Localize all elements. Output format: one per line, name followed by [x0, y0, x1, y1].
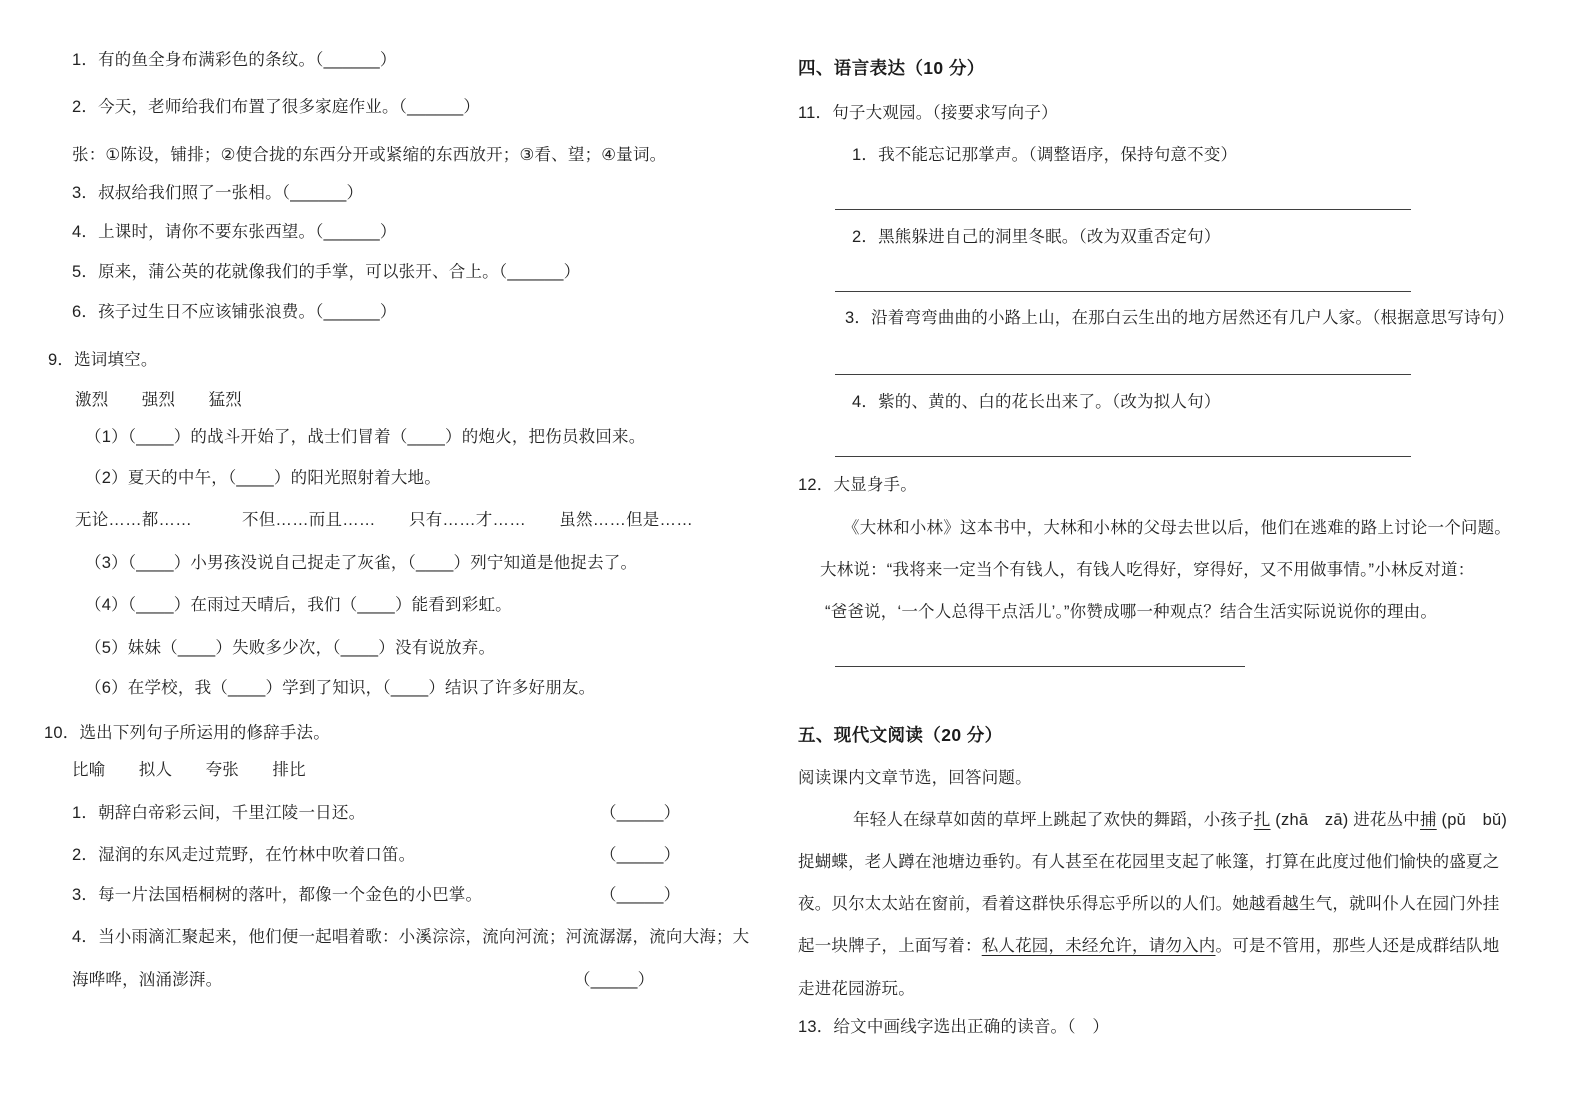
text-segment: (zhā zā) 进花丛中	[1270, 811, 1421, 829]
q10-item-3-text: 3．每一片法国梧桐树的落叶，都像一个金色的小巴掌。	[72, 886, 483, 904]
q11-item-3: 3．沿着弯弯曲曲的小路上山，在那白云生出的地方居然还有几户人家。（根据意思写诗句）	[845, 309, 1515, 327]
q10-word-bank: 比喻 拟人 夸张 排比	[72, 761, 306, 779]
answer-line-4	[835, 456, 1411, 457]
question-item-6: 6．孩子过生日不应该铺张浪费。（______）	[72, 303, 397, 321]
question-item-1: 1．有的鱼全身布满彩色的条纹。（______）	[72, 51, 397, 69]
q10-item-2	[72, 843, 772, 867]
q9-word-bank-1: 激烈 强烈 猛烈	[75, 391, 242, 409]
q11-title: 11．句子大观园。（接要求写向子）	[798, 104, 1058, 122]
answer-line-3	[835, 374, 1411, 375]
question-item-5: 5．原来，蒲公英的花就像我们的手掌，可以张开、合上。（______）	[72, 263, 581, 281]
q11-item-2: 2．黑熊躲进自己的洞里冬眠。（改为双重否定句）	[852, 228, 1221, 246]
q9-word-bank-2: 无论……都…… 不但……而且…… 只有……才…… 虽然……但是……	[75, 511, 693, 529]
q12-title: 12．大显身手。	[798, 476, 917, 494]
q9-item-3: （3）（____）小男孩没说自己捉走了灰雀，（____）列宁知道是他捉去了。	[85, 554, 638, 572]
question-item-2: 2．今天，老师给我们布置了很多家庭作业。（______）	[72, 98, 481, 116]
section-4-heading: 四、语言表达（10 分）	[798, 58, 985, 78]
q11-item-1: 1．我不能忘记那掌声。（调整语序，保持句意不变）	[852, 146, 1238, 164]
answer-line-2	[835, 291, 1411, 292]
q10-item-1	[72, 801, 772, 825]
text-segment: (pǔ bǔ)	[1436, 811, 1508, 829]
passage-line-1	[853, 808, 1507, 832]
q12-paragraph-line-1: 《大林和小林》这本书中，大林和小林的父母去世以后，他们在逃难的路上讨论一个问题。	[843, 519, 1511, 537]
q10-item-4-blank: （_____）	[574, 971, 655, 989]
q9-item-6: （6）在学校，我（____）学到了知识，（____）结识了许多好朋友。	[85, 679, 596, 697]
question-item-4: 4．上课时，请你不要东张西望。（______）	[72, 223, 397, 241]
answer-line-5	[835, 666, 1245, 667]
reading-instruction: 阅读课内文章节选，回答问题。	[798, 769, 1032, 787]
passage-line-4	[798, 934, 1499, 958]
q10-item-1-text: 1．朝辞白帝彩云间，千里江陵一日还。	[72, 804, 366, 822]
q10-item-3-blank: （_____）	[600, 886, 681, 904]
q10-item-4-line-2	[72, 968, 772, 992]
text-segment: 年轻人在绿草如茵的草坪上跳起了欢快的舞蹈，小孩子	[853, 811, 1254, 829]
passage-line-3: 夜。贝尔太太站在窗前，看着这群快乐得忘乎所以的人们。她越看越生气，就叫仆人在园门外挂	[798, 895, 1500, 913]
q9-item-4: （4）（____）在雨过天晴后，我们（____）能看到彩虹。	[85, 596, 512, 614]
q11-item-4: 4．紫的、黄的、白的花长出来了。（改为拟人句）	[852, 393, 1221, 411]
q10-title: 10．选出下列句子所运用的修辞手法。	[44, 724, 330, 742]
text-segment: 起一块牌子，上面写着：	[798, 937, 982, 955]
zhang-definition: 张：①陈设，铺排；②使合拢的东西分开或紧缩的东西放开；③看、望；④量词。	[72, 146, 667, 164]
q10-item-2-blank: （_____）	[600, 846, 681, 864]
q9-item-1: （1）（____）的战斗开始了，战士们冒着（____）的炮火，把伤员救回来。	[85, 428, 646, 446]
q13-title: 13．给文中画线字选出正确的读音。（ ）	[798, 1018, 1110, 1036]
q10-item-1-blank: （_____）	[600, 804, 681, 822]
passage-line-2: 捉蝴蝶，老人蹲在池塘边垂钓。有人甚至在花园里支起了帐篷，打算在此度过他们愉快的盛夏之	[798, 853, 1500, 871]
section-5-heading: 五、现代文阅读（20 分）	[798, 725, 1003, 745]
text-segment: 。可是不管用，那些人还是成群结队地	[1215, 937, 1500, 955]
answer-line-1	[835, 209, 1411, 210]
underlined-text: 扎	[1253, 811, 1271, 829]
q12-paragraph-line-3: “爸爸说，‘一个人总得干点活儿’。”你赞成哪一种观点？结合生活实际说说你的理由。	[825, 603, 1438, 621]
q9-item-5: （5）妹妹（____）失败多少次，（____）没有说放弃。	[85, 639, 496, 657]
q9-item-2: （2）夏天的中午，（____）的阳光照射着大地。	[85, 469, 441, 487]
q10-item-2-text: 2．湿润的东风走过荒野，在竹林中吹着口笛。	[72, 846, 416, 864]
passage-line-5: 走进花园游玩。	[798, 980, 915, 998]
q10-item-4-text: 海哗哗，汹涌澎湃。	[72, 971, 223, 989]
q10-item-4-line-1: 4．当小雨滴汇聚起来，他们便一起唱着歌：小溪淙淙，流向河流；河流潺潺，流向大海；大	[72, 928, 750, 946]
question-item-3: 3．叔叔给我们照了一张相。（______）	[72, 184, 364, 202]
q9-title: 9．选词填空。	[48, 351, 158, 369]
q10-item-3	[72, 883, 772, 907]
underlined-text: 捕	[1420, 811, 1437, 829]
q12-paragraph-line-2: 大林说：“我将来一定当个有钱人，有钱人吃得好，穿得好，又不用做事情。”小林反对道：	[820, 561, 1475, 579]
underlined-text: 私人花园，未经允许，请勿入内	[981, 937, 1216, 955]
